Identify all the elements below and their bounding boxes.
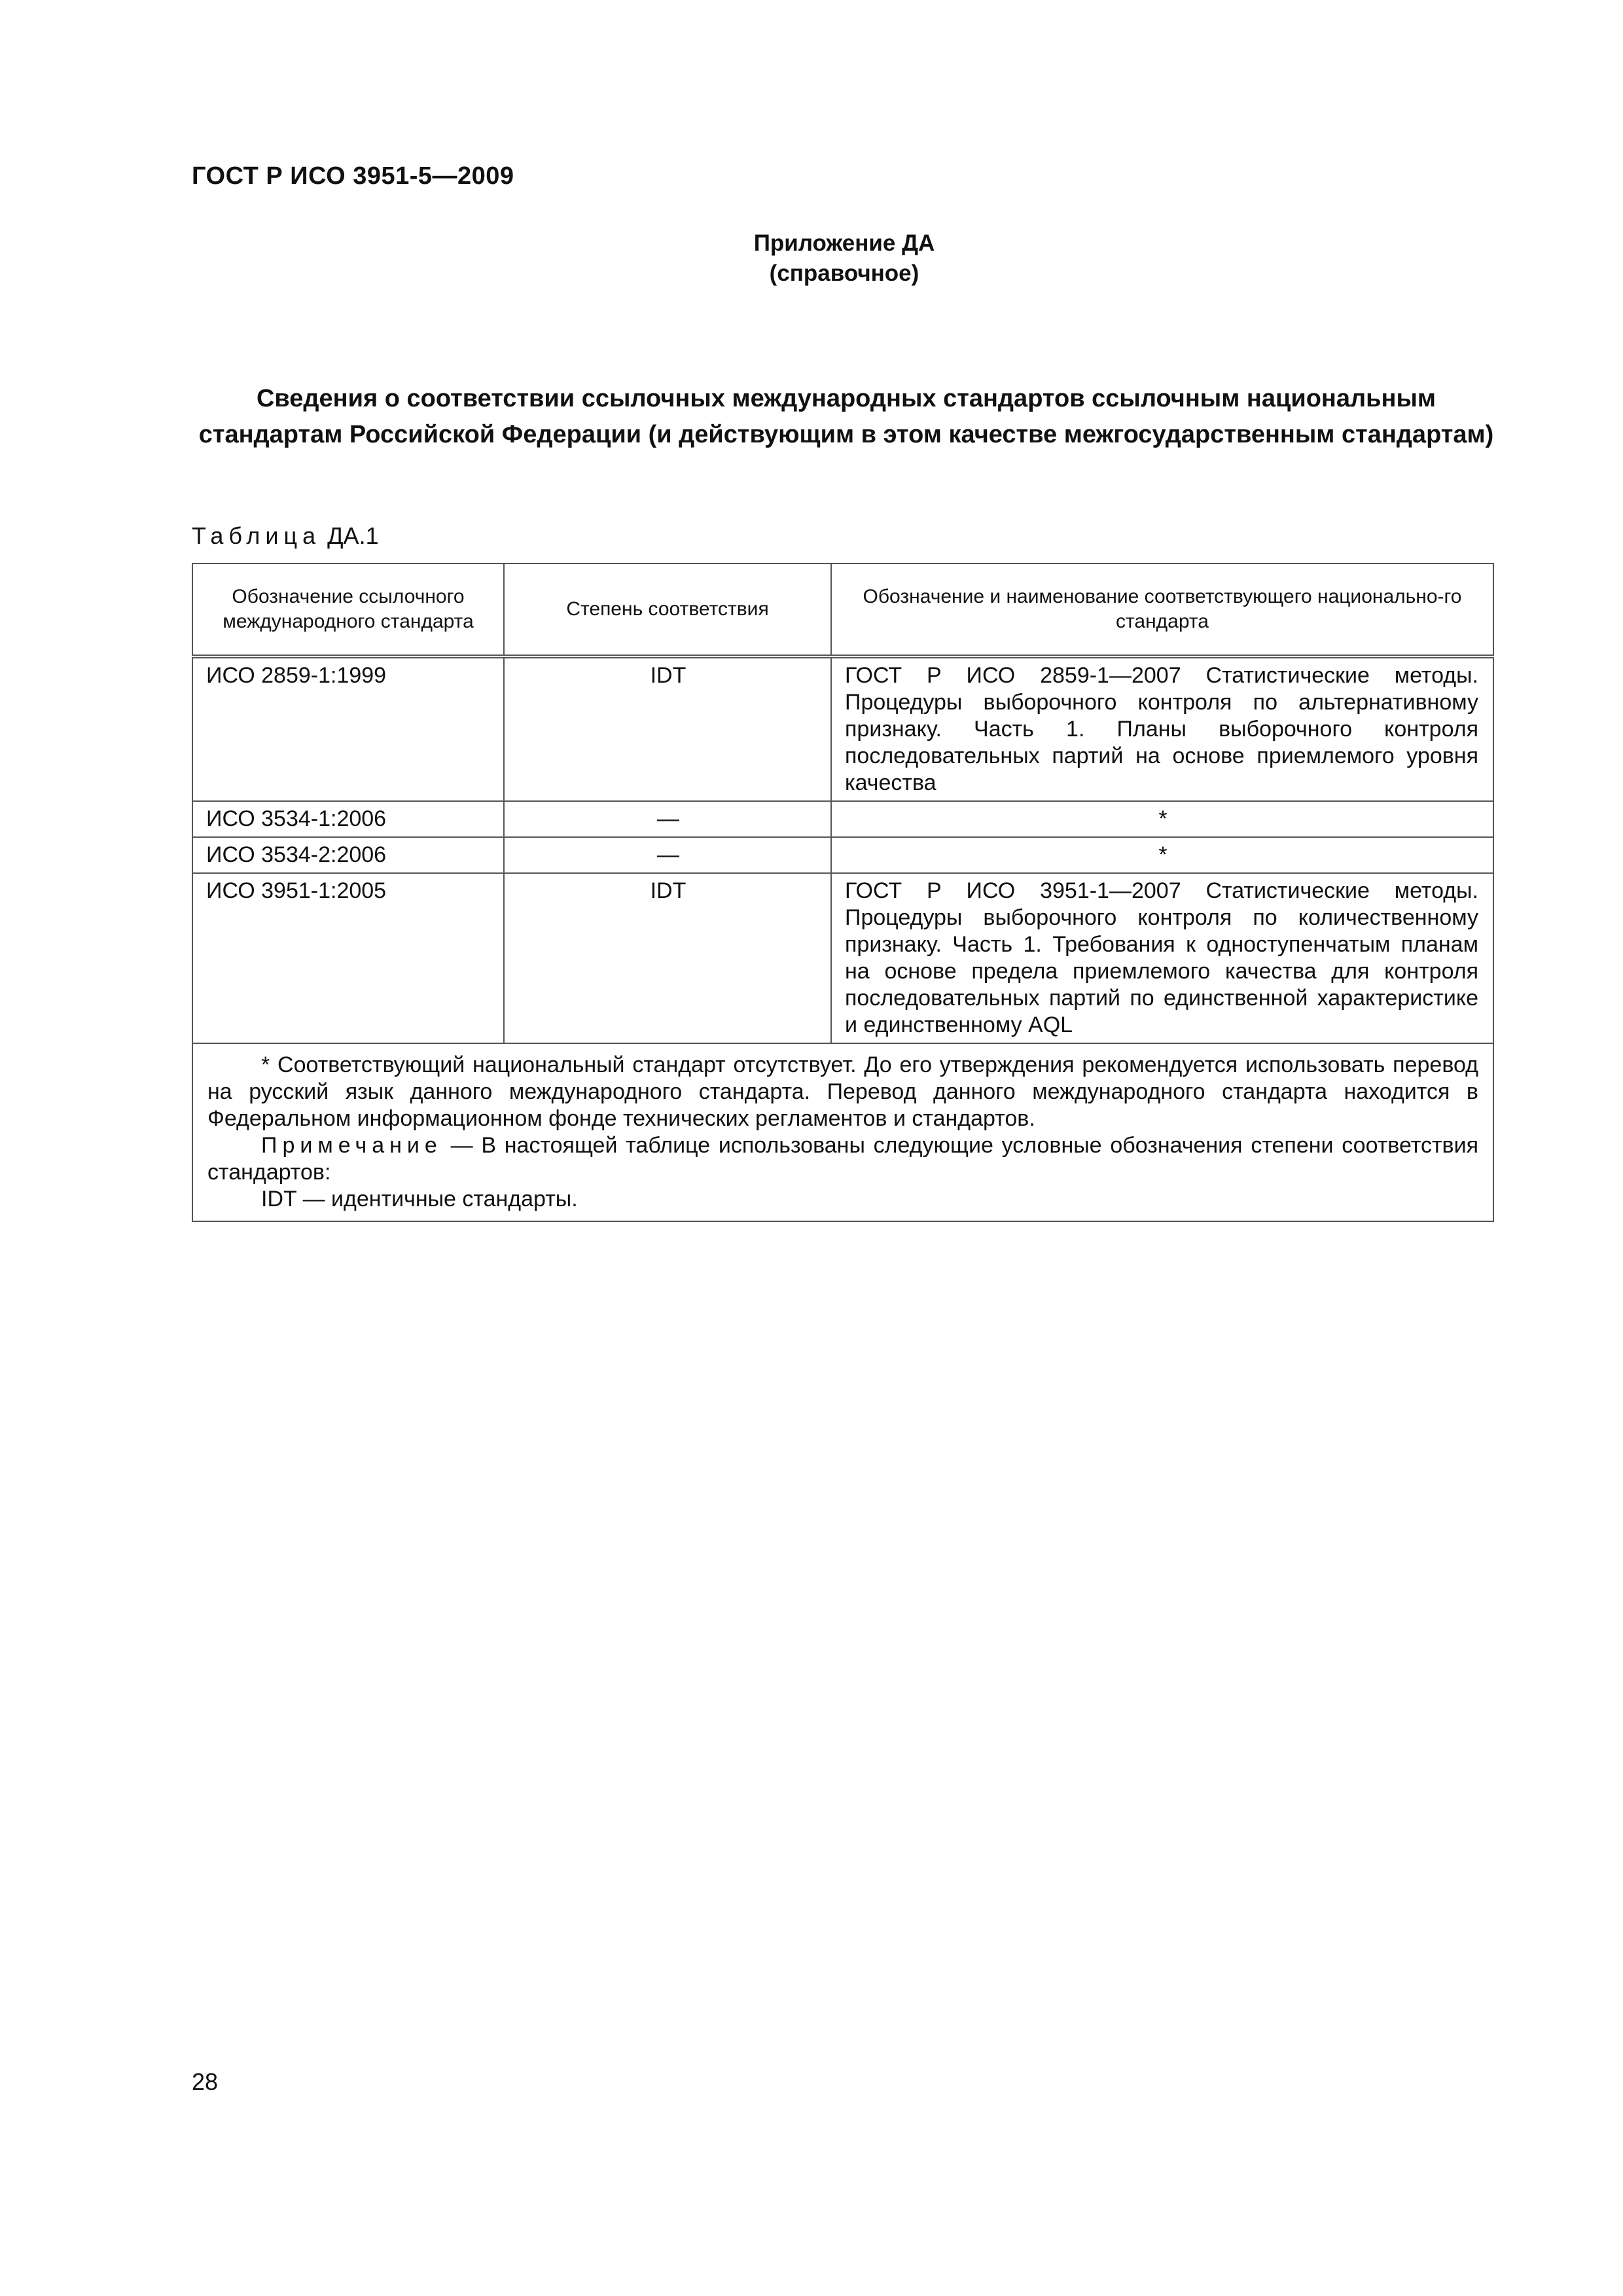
table-caption-prefix: Таблица: [192, 522, 321, 549]
table-row: [192, 873, 1493, 1043]
cell-intl-standard: ИСО 3534-1:2006: [192, 801, 504, 837]
cell-national-standard: ГОСТ Р ИСО 2859-1—2007 Статистические методы. Процедуры выборочного контроля по альтернативному признаку. Часть 1. Планы выборочного контроля последовательных партий на основе приемлемого уровня качества: [831, 656, 1493, 801]
header-national-standard: Обозначение и наименование соответствующего национально-го стандарта: [831, 564, 1493, 656]
cell-national-standard: *: [831, 837, 1493, 873]
table-row: [192, 656, 1493, 801]
note-idt-definition: IDT — идентичные стандарты.: [261, 1187, 578, 1211]
table-row: [192, 801, 1493, 837]
cell-intl-standard: ИСО 3951-1:2005: [192, 873, 504, 1043]
table-notes-row: [192, 1043, 1493, 1221]
table-caption-number: ДА.1: [327, 522, 379, 549]
note-text: — В настоящей таблице использованы следующие условные обозначения степени соответствия стандартов:: [207, 1133, 1478, 1185]
reference-table: [192, 563, 1494, 1222]
cell-intl-standard: ИСО 3534-2:2006: [192, 837, 504, 873]
cell-national-standard: ГОСТ Р ИСО 3951-1—2007 Статистические методы. Процедуры выборочного контроля по количественному признаку. Часть 1. Требования к одноступенчатым планам на основе предела приемлемого качества для контроля последовательных партий по единственной характеристике и единственному AQL: [831, 873, 1493, 1043]
note-label: Примечание: [261, 1133, 442, 1158]
appendix-label: Приложение ДА: [753, 230, 935, 256]
cell-national-standard: *: [831, 801, 1493, 837]
appendix-title: Сведения о соответствии ссылочных международных стандартов ссылочным национальным стандартам Российской Федерации (и действующим в этом качестве межгосударственным стандартам): [198, 385, 1494, 448]
appendix-type: (справочное): [769, 260, 919, 286]
cell-degree: IDT: [504, 656, 831, 801]
cell-degree: IDT: [504, 873, 831, 1043]
table-notes: [192, 1043, 1493, 1221]
table-header-row: [192, 564, 1493, 656]
table-note: [207, 1132, 1478, 1186]
page-number: 28: [192, 2068, 219, 2095]
cell-degree: —: [504, 837, 831, 873]
cell-degree: —: [504, 801, 831, 837]
table-row: [192, 837, 1493, 873]
header-intl-standard: Обозначение ссылочного международного стандарта: [192, 564, 504, 656]
table-footnote: * Соответствующий национальный стандарт отсутствует. До его утверждения рекомендуется использовать перевод на русский язык данного международного стандарта. Перевод данного международного стандарта находится в Федеральном информационном фонде технических регламентов и стандартов.: [207, 1052, 1478, 1131]
cell-intl-standard: ИСО 2859-1:1999: [192, 656, 504, 801]
header-degree: Степень соответствия: [504, 564, 831, 656]
table-caption: [192, 522, 379, 550]
document-code: ГОСТ Р ИСО 3951-5—2009: [192, 162, 514, 190]
